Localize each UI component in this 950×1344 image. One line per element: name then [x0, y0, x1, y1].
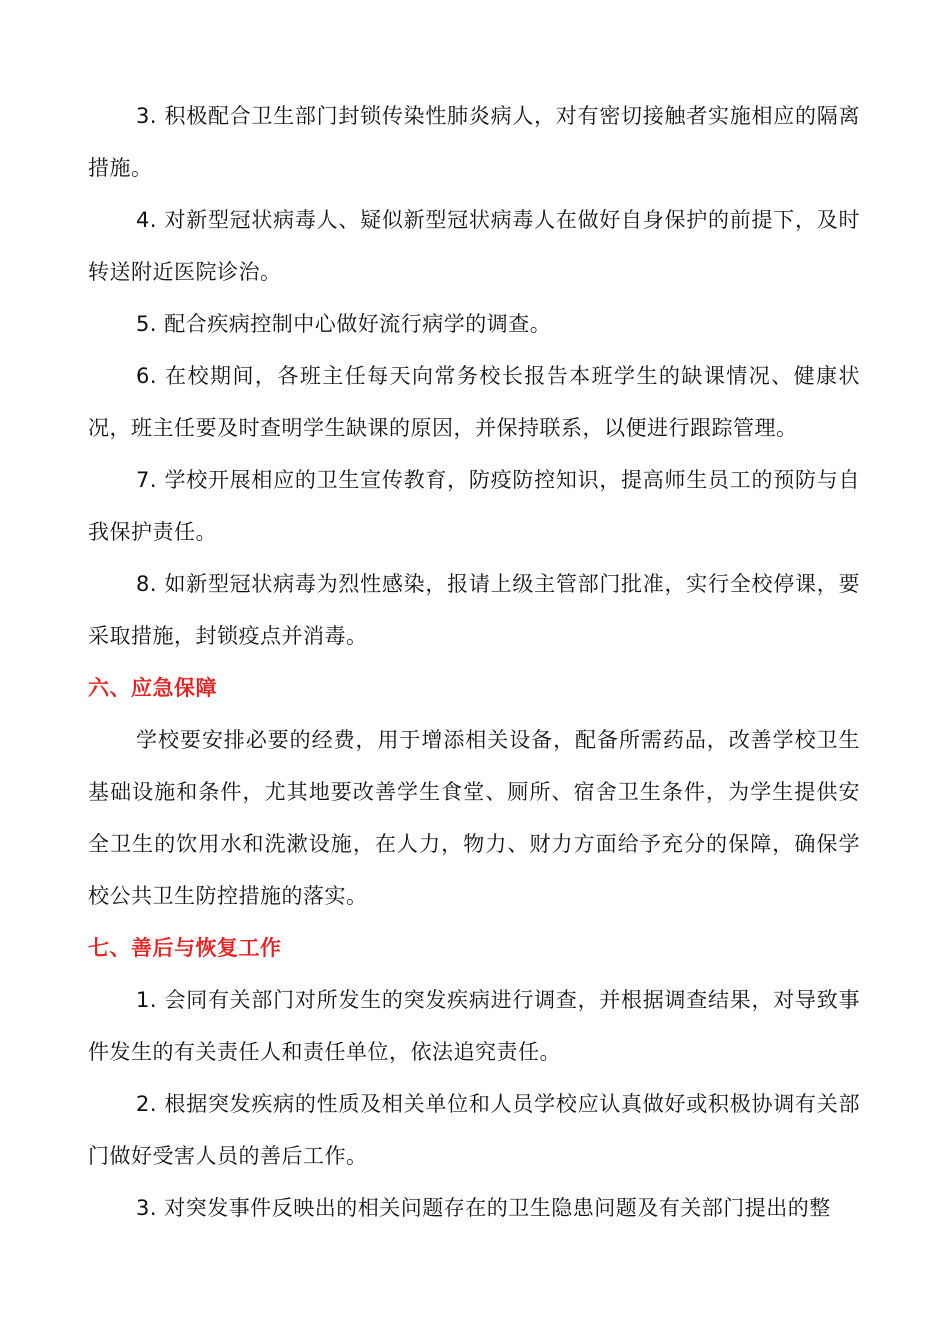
- paragraph-aftermath-3: 3. 对突发事件反映出的相关问题存在的卫生隐患问题及有关部门提出的整: [136, 1196, 831, 1220]
- paragraph-item-3: 3. 积极配合卫生部门封锁传染性肺炎病人，对有密切接触者实施相应的隔离措施。: [88, 104, 860, 180]
- paragraph-aftermath-2: 2. 根据突发疾病的性质及相关单位和人员学校应认真做好或积极协调有关部门做好受害人员的善后工作。: [88, 1092, 860, 1168]
- paragraph-emergency-support: 学校要安排必要的经费，用于增添相关设备，配备所需药品，改善学校卫生基础设施和条件，尤其地要改善学生食堂、厕所、宿舍卫生条件，为学生提供安全卫生的饮用水和洗漱设施，在人力，物力、财力方面给予充分的保障，确保学校公共卫生防控措施的落实。: [88, 728, 860, 908]
- paragraph-item-6: 6. 在校期间，各班主任每天向常务校长报告本班学生的缺课情况、健康状况，班主任要及时查明学生缺课的原因，并保持联系，以便进行跟踪管理。: [88, 364, 860, 440]
- section-heading-aftermath-recovery: 七、善后与恢复工作: [88, 936, 282, 960]
- section-heading-emergency-support: 六、应急保障: [88, 676, 217, 700]
- paragraph-item-8: 8. 如新型冠状病毒为烈性感染，报请上级主管部门批准，实行全校停课，要采取措施，封锁疫点并消毒。: [88, 572, 860, 648]
- paragraph-item-7: 7. 学校开展相应的卫生宣传教育，防疫防控知识，提高师生员工的预防与自我保护责任。: [88, 468, 860, 544]
- document-page: [88, 90, 860, 1234]
- paragraph-item-4: 4. 对新型冠状病毒人、疑似新型冠状病毒人在做好自身保护的前提下，及时转送附近医院诊治。: [88, 208, 860, 284]
- paragraph-aftermath-1: 1. 会同有关部门对所发生的突发疾病进行调查，并根据调查结果，对导致事件发生的有关责任人和责任单位，依法追究责任。: [88, 988, 860, 1064]
- paragraph-item-5: 5. 配合疾病控制中心做好流行病学的调查。: [136, 312, 552, 336]
